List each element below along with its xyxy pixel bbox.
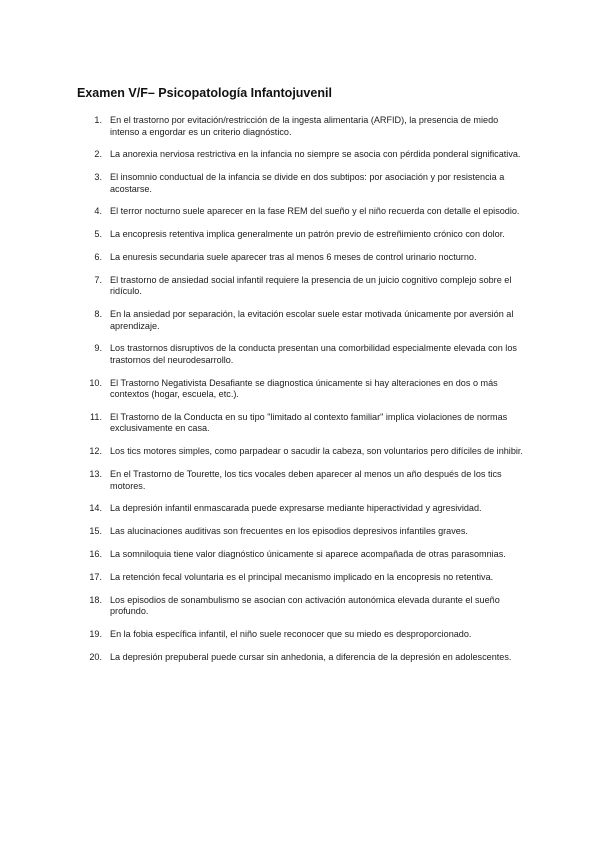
question-number: 7. [94, 274, 102, 285]
question-number: 8. [94, 309, 102, 320]
question-text: Los episodios de sonambulismo se asocian con activación autonómica elevada durante el sueño profundo. [110, 594, 500, 617]
question-item [84, 172, 524, 195]
question-item [84, 446, 524, 458]
question-item [84, 595, 524, 618]
question-text: La anorexia nerviosa restrictiva en la infancia no siempre se asocia con pérdida ponderal significativa. [110, 149, 521, 160]
question-item [84, 115, 524, 138]
question-item [84, 252, 524, 264]
question-item [84, 343, 524, 366]
question-text: La retención fecal voluntaria es el principal mecanismo implicado en la encopresis no retentiva. [110, 571, 494, 582]
question-number: 1. [94, 115, 102, 125]
question-item [84, 526, 524, 538]
question-text: El insomnio conductual de la infancia se divide en dos subtipos: por asociación y por resistencia a acostarse. [110, 172, 505, 194]
question-number: 5. [94, 229, 102, 240]
question-item [84, 206, 524, 218]
question-text: La encopresis retentiva implica generalmente un patrón previo de estreñimiento crónico con dolor. [110, 229, 505, 240]
question-number: 11. [90, 411, 102, 422]
question-item [84, 309, 524, 332]
question-text: Las alucinaciones auditivas son frecuentes en los episodios depresivos infantiles graves. [110, 526, 468, 537]
question-number: 9. [94, 343, 102, 354]
question-text: En el Trastorno de Tourette, los tics vocales deben aparecer al menos un año después de los tics motores. [110, 469, 502, 491]
question-number: 17. [89, 571, 102, 582]
question-item [84, 572, 524, 584]
question-number: 18. [89, 594, 102, 605]
question-text: La depresión infantil enmascarada puede expresarse mediante hiperactividad y agresividad. [110, 503, 482, 514]
question-text: En el trastorno por evitación/restricción de la ingesta alimentaria (ARFID), la presencia de miedo intenso a engordar es un criterio diagnóstico. [110, 115, 499, 137]
question-text: En la ansiedad por separación, la evitación escolar suele estar motivada únicamente por aversión al aprendizaje. [110, 309, 514, 331]
question-text: El Trastorno de la Conducta en su tipo "limitado al contexto familiar" implica violaciones de normas exclusivamente en casa. [110, 411, 508, 434]
question-text: La enuresis secundaria suele aparecer tras al menos 6 meses de control urinario nocturno. [110, 251, 477, 262]
question-number: 15. [89, 526, 102, 537]
question-list [84, 115, 524, 674]
question-text: El terror nocturno suele aparecer en la fase REM del sueño y el niño recuerda con detalle el episodio. [110, 206, 520, 217]
question-number: 4. [94, 206, 102, 217]
question-text: La somniloquia tiene valor diagnóstico únicamente si aparece acompañada de otras parasomnias. [110, 548, 506, 559]
question-number: 2. [94, 149, 102, 160]
question-text: El Trastorno Negativista Desafiante se diagnostica únicamente si hay alteraciones en dos o más contextos (hogar, escuela, etc.). [110, 377, 498, 400]
question-item [84, 503, 524, 515]
question-text: En la fobia específica infantil, el niño suele reconocer que su miedo es desproporcionado. [110, 628, 472, 639]
question-number: 3. [94, 172, 102, 183]
question-number: 13. [89, 469, 102, 480]
question-number: 14. [89, 503, 102, 514]
question-number: 16. [89, 548, 102, 559]
question-item [84, 229, 524, 241]
question-text: La depresión prepuberal puede cursar sin anhedonia, a diferencia de la depresión en adolescentes. [110, 651, 512, 662]
question-item [84, 652, 524, 664]
question-item [84, 469, 524, 492]
question-item [84, 549, 524, 561]
question-number: 10. [89, 377, 102, 388]
question-number: 20. [89, 651, 102, 662]
question-number: 12. [89, 446, 102, 457]
question-item [84, 149, 524, 161]
question-item [84, 629, 524, 641]
question-item [84, 275, 524, 298]
question-item [84, 378, 524, 401]
question-item [84, 412, 524, 435]
question-text: Los trastornos disruptivos de la conducta presentan una comorbilidad especialmente elevada con los trastornos del neurodesarrollo. [110, 343, 517, 365]
question-text: Los tics motores simples, como parpadear o sacudir la cabeza, son voluntarios pero difíciles de inhibir. [110, 446, 523, 457]
question-text: El trastorno de ansiedad social infantil requiere la presencia de un juicio cognitivo complejo sobre el ridículo. [110, 274, 512, 297]
document-title: Examen V/F– Psicopatología Infantojuvenil [77, 86, 332, 100]
question-number: 19. [89, 628, 102, 639]
question-number: 6. [94, 251, 102, 262]
